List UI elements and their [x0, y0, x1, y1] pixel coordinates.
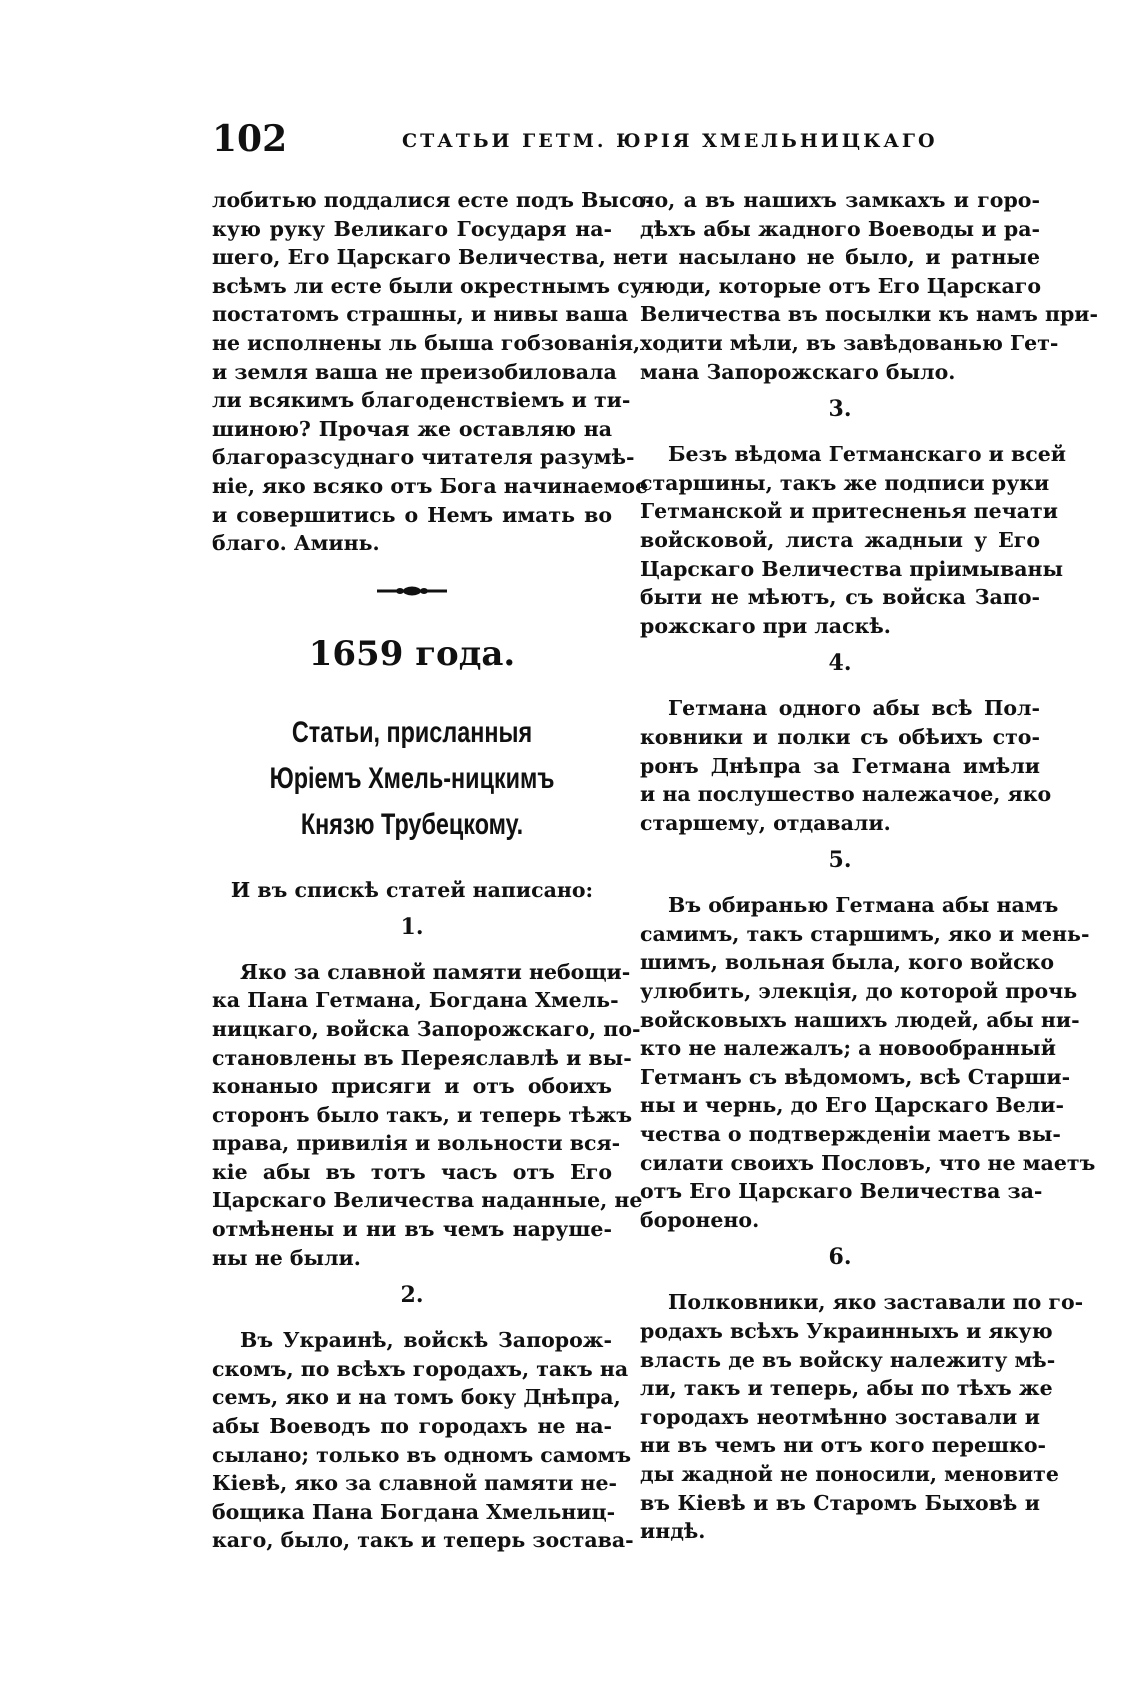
text-line: Статьи, присланныя Юріемъ Хмель- — [269, 715, 533, 795]
text-line: сторонъ было такъ, и теперь тѣжъ — [212, 1102, 633, 1127]
article-number-3: 3. — [828, 396, 852, 423]
text-line: войсковыхъ нашихъ людей, абы ни- — [640, 1007, 1080, 1032]
text-line: шимъ, вольная была, кого войско — [640, 950, 1055, 975]
text-line: Гетманъ съ вѣдомомъ, всѣ Старши- — [640, 1064, 1071, 1089]
text-line: ка Пана Гетмана, Богдана Хмель- — [212, 988, 619, 1013]
text-line: старшины, такъ же подписи руки — [640, 470, 1050, 495]
text-line: Кіевѣ, яко за славной памяти не- — [212, 1471, 617, 1496]
year-heading: 1659 года. — [308, 633, 516, 674]
text-line: ли, такъ и теперь, абы по тѣхъ же — [640, 1376, 1053, 1401]
text-line: мана Запорожскаго было. — [640, 359, 956, 384]
text-line: городахъ неотмѣнно зоставали и — [640, 1404, 1040, 1429]
text-line: благоразсуднаго читателя разумѣ- — [212, 445, 635, 470]
text-line: становлены въ Переяславлѣ и вы- — [212, 1045, 632, 1070]
text-line: войсковой, листа жадныи у Его — [640, 527, 1040, 552]
text-line: родахъ всѣхъ Украинныхъ и якую — [640, 1319, 1053, 1343]
text-line: скомъ, по всѣхъ городахъ, такъ на — [212, 1356, 629, 1381]
article-2-continuation — [640, 186, 1099, 386]
text-line: чества о подтвержденіи маетъ вы- — [640, 1122, 1061, 1147]
list-subheading: И въ спискѣ статей написано: — [230, 877, 594, 902]
text-line: шиною? Прочая же оставляю на — [212, 416, 612, 441]
article-3-text — [640, 440, 1066, 640]
article-number-6: 6. — [828, 1244, 852, 1271]
text-line: отъ Его Царскаго Величества за- — [640, 1179, 1043, 1204]
text-line: кую руку Великаго Государя на- — [212, 216, 612, 241]
text-line: и земля ваша не преизобиловала — [212, 359, 617, 384]
text-line: кто не належалъ; а новообранный — [640, 1036, 1056, 1061]
article-4-text — [640, 694, 1052, 837]
article-1-text — [212, 958, 643, 1273]
article-number-5: 5. — [828, 847, 852, 874]
continuation-paragraph — [212, 186, 654, 558]
text-line: ковники и полки съ обѣихъ сто- — [640, 724, 1040, 749]
text-line: Въ Украинѣ, войскѣ Запорож- — [240, 1328, 612, 1353]
text-line: постатомъ страшны, и нивы ваша — [212, 302, 629, 327]
left-column — [212, 186, 654, 1555]
text-line: сылано; только въ одномъ самомъ — [212, 1442, 632, 1467]
text-line: самимъ, такъ старшимъ, яко и мень- — [640, 921, 1090, 946]
article-5-text — [640, 891, 1096, 1234]
text-line: боронено. — [640, 1207, 760, 1232]
text-line: ды жадной не поносили, меновите — [640, 1461, 1059, 1486]
text-line: ли всякимъ благоденствіемъ и ти- — [212, 388, 631, 413]
text-line: рожскаго при ласкѣ. — [640, 613, 891, 638]
text-line: дѣхъ абы жадного Воеводы и ра- — [640, 216, 1040, 241]
text-line: Царскаго Величества наданные, не — [212, 1188, 643, 1213]
text-line: власть де въ войску належиту мѣ- — [640, 1347, 1056, 1372]
text-line: Величества въ посылки къ намъ при- — [640, 302, 1099, 327]
page-number: 102 — [212, 118, 288, 160]
text-line: права, привилія и вольности вся- — [212, 1131, 621, 1156]
article-number-4: 4. — [828, 650, 852, 677]
text-line: ны и чернь, до Его Царскаго Вели- — [640, 1093, 1064, 1118]
text-line: шего, Его Царскаго Величества, не — [212, 245, 642, 270]
text-line: быти не мѣютъ, съ войска Запо- — [640, 585, 1040, 610]
text-line: Яко за славной памяти небощи- — [240, 959, 631, 984]
text-line: Гетманской и притесненья печати — [640, 499, 1058, 524]
text-line: улюбить, элекція, до которой прочь — [640, 979, 1078, 1004]
right-column — [640, 186, 1099, 1546]
text-line: конаныо присяги и отъ обоихъ — [212, 1074, 612, 1099]
text-line: силати своихъ Пословъ, что не маетъ — [640, 1150, 1096, 1175]
text-line: Полковники, яко заставали по го- — [668, 1290, 1084, 1315]
text-line: ни въ чемъ ни отъ кого перешко- — [640, 1433, 1047, 1458]
text-line: ходити мѣли, въ завѣдованью Гет- — [640, 330, 1059, 355]
text-line: бощика Пана Богдана Хмельниц- — [212, 1499, 616, 1524]
text-line: Гетмана одного абы всѣ Пол- — [668, 696, 1040, 721]
text-line: ны не были. — [212, 1245, 361, 1270]
article-number-2: 2. — [400, 1282, 424, 1309]
ornament-divider — [212, 582, 612, 594]
text-line: абы Воеводъ по городахъ не на- — [212, 1414, 612, 1439]
text-line: старшему, отдавали. — [640, 810, 891, 835]
text-line: Въ обиранью Гетмана абы намъ — [668, 893, 1059, 918]
text-line: въ Кіевѣ и въ Старомъ Быховѣ и — [640, 1490, 1040, 1515]
text-line: Безъ вѣдома Гетманскаго и всей — [668, 442, 1066, 467]
text-line: не исполнены ль быша гобзованія, — [212, 330, 641, 355]
text-line: благо. Аминь. — [212, 531, 380, 556]
page-header — [212, 118, 1032, 168]
running-head: СТАТЬИ ГЕТМ. ЮРІЯ ХМЕЛЬНИЦКАГО — [402, 130, 938, 152]
text-line: ницкимъ Князю Трубецкому. — [300, 761, 555, 841]
text-line: лобитью поддалися есте подъ Высо- — [212, 188, 654, 212]
article-number-1: 1. — [400, 913, 424, 940]
document-title — [256, 710, 568, 848]
text-line: Царскаго Величества пріимываны — [640, 556, 1064, 581]
text-line: индѣ. — [640, 1519, 706, 1544]
text-line: и на послушество належачое, яко — [640, 782, 1052, 807]
text-line: семъ, яко и на томъ боку Днѣпра, — [212, 1385, 621, 1410]
text-line: ницкаго, войска Запорожскаго, по- — [212, 1016, 641, 1041]
text-line: каго, было, такъ и теперь зостава- — [212, 1528, 634, 1553]
text-line: ти насылано не было, и ратные — [640, 245, 1040, 270]
article-6-text — [640, 1288, 1084, 1545]
article-2-text — [212, 1326, 634, 1555]
text-line: люди, которые отъ Его Царскаго — [640, 273, 1042, 298]
text-line: всѣмъ ли есте были окрестнымъ су- — [212, 273, 652, 298]
text-line: отмѣнены и ни въ чемъ наруше- — [212, 1217, 612, 1242]
text-line: и совершитись о Немъ имать во — [212, 502, 612, 527]
text-line: кіе абы въ тотъ часъ отъ Его — [212, 1159, 612, 1184]
text-line: ло, а въ нашихъ замкахъ и горо- — [640, 188, 1040, 212]
text-line: ронъ Днѣпра за Гетмана имѣли — [640, 753, 1040, 778]
text-line: ніе, яко всяко отъ Бога начинаемое — [212, 473, 649, 498]
